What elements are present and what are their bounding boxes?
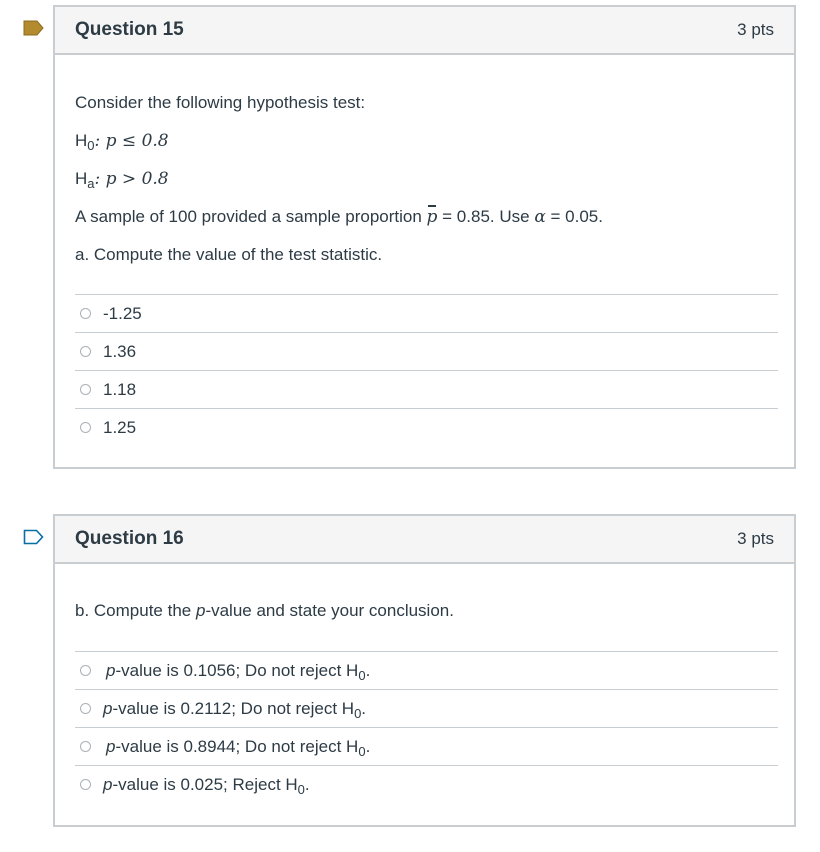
question-16-answers: [75, 651, 778, 803]
null-hypothesis: $H_0$: p ≤ 0.8: [75, 131, 169, 153]
question-15-intro: Consider the following hypothesis test:: [75, 93, 366, 112]
question-16-points: 3 pts: [737, 529, 774, 548]
radio-button[interactable]: [80, 741, 91, 752]
question-15-answers: [75, 294, 778, 446]
radio-button[interactable]: [80, 308, 91, 319]
answer-option[interactable]: [75, 332, 778, 370]
answer-label: p-value is 0.025; Reject $H_0$.: [103, 774, 310, 797]
question-16-title: Question 16: [75, 528, 184, 549]
answer-option[interactable]: [75, 765, 778, 803]
radio-button[interactable]: [80, 665, 91, 676]
question-16-prompt: b. Compute the p-value and state your conclusion.: [75, 601, 454, 620]
sample-statement: A sample of 100 provided a sample proportion p = 0.85. Use α = 0.05.: [75, 207, 603, 227]
question-15-points: 3 pts: [737, 20, 774, 39]
answer-label: 1.36: [103, 341, 137, 361]
answer-label: -1.25: [103, 303, 142, 323]
radio-button[interactable]: [80, 703, 91, 714]
answer-option[interactable]: [75, 370, 778, 408]
radio-button[interactable]: [80, 384, 91, 395]
flag-question-15-icon[interactable]: [23, 20, 44, 36]
answer-option[interactable]: [75, 408, 778, 446]
answer-label: p-value is 0.1056; Do not reject $H_0$.: [106, 660, 371, 683]
answer-option[interactable]: [75, 651, 778, 689]
radio-button[interactable]: [80, 346, 91, 357]
radio-button[interactable]: [80, 779, 91, 790]
answer-option[interactable]: [75, 727, 778, 765]
answer-label: p-value is 0.8944; Do not reject $H_0$.: [106, 736, 371, 759]
answer-option[interactable]: [75, 294, 778, 332]
flag-question-16-icon[interactable]: [23, 529, 44, 545]
question-15-header: [55, 7, 794, 55]
radio-button[interactable]: [80, 422, 91, 433]
answer-label: p-value is 0.2112; Do not reject $H_0$.: [103, 698, 367, 721]
question-15-title: Question 15: [75, 19, 184, 40]
answer-option[interactable]: [75, 689, 778, 727]
question-15-prompt: a. Compute the value of the test statistic.: [75, 245, 383, 264]
answer-label: 1.18: [103, 379, 137, 399]
answer-label: 1.25: [103, 417, 137, 437]
alternative-hypothesis: $H_a$: p > 0.8: [75, 169, 169, 191]
question-16-header: [55, 516, 794, 564]
question-15-card: [53, 5, 796, 469]
question-16-card: [53, 514, 796, 827]
